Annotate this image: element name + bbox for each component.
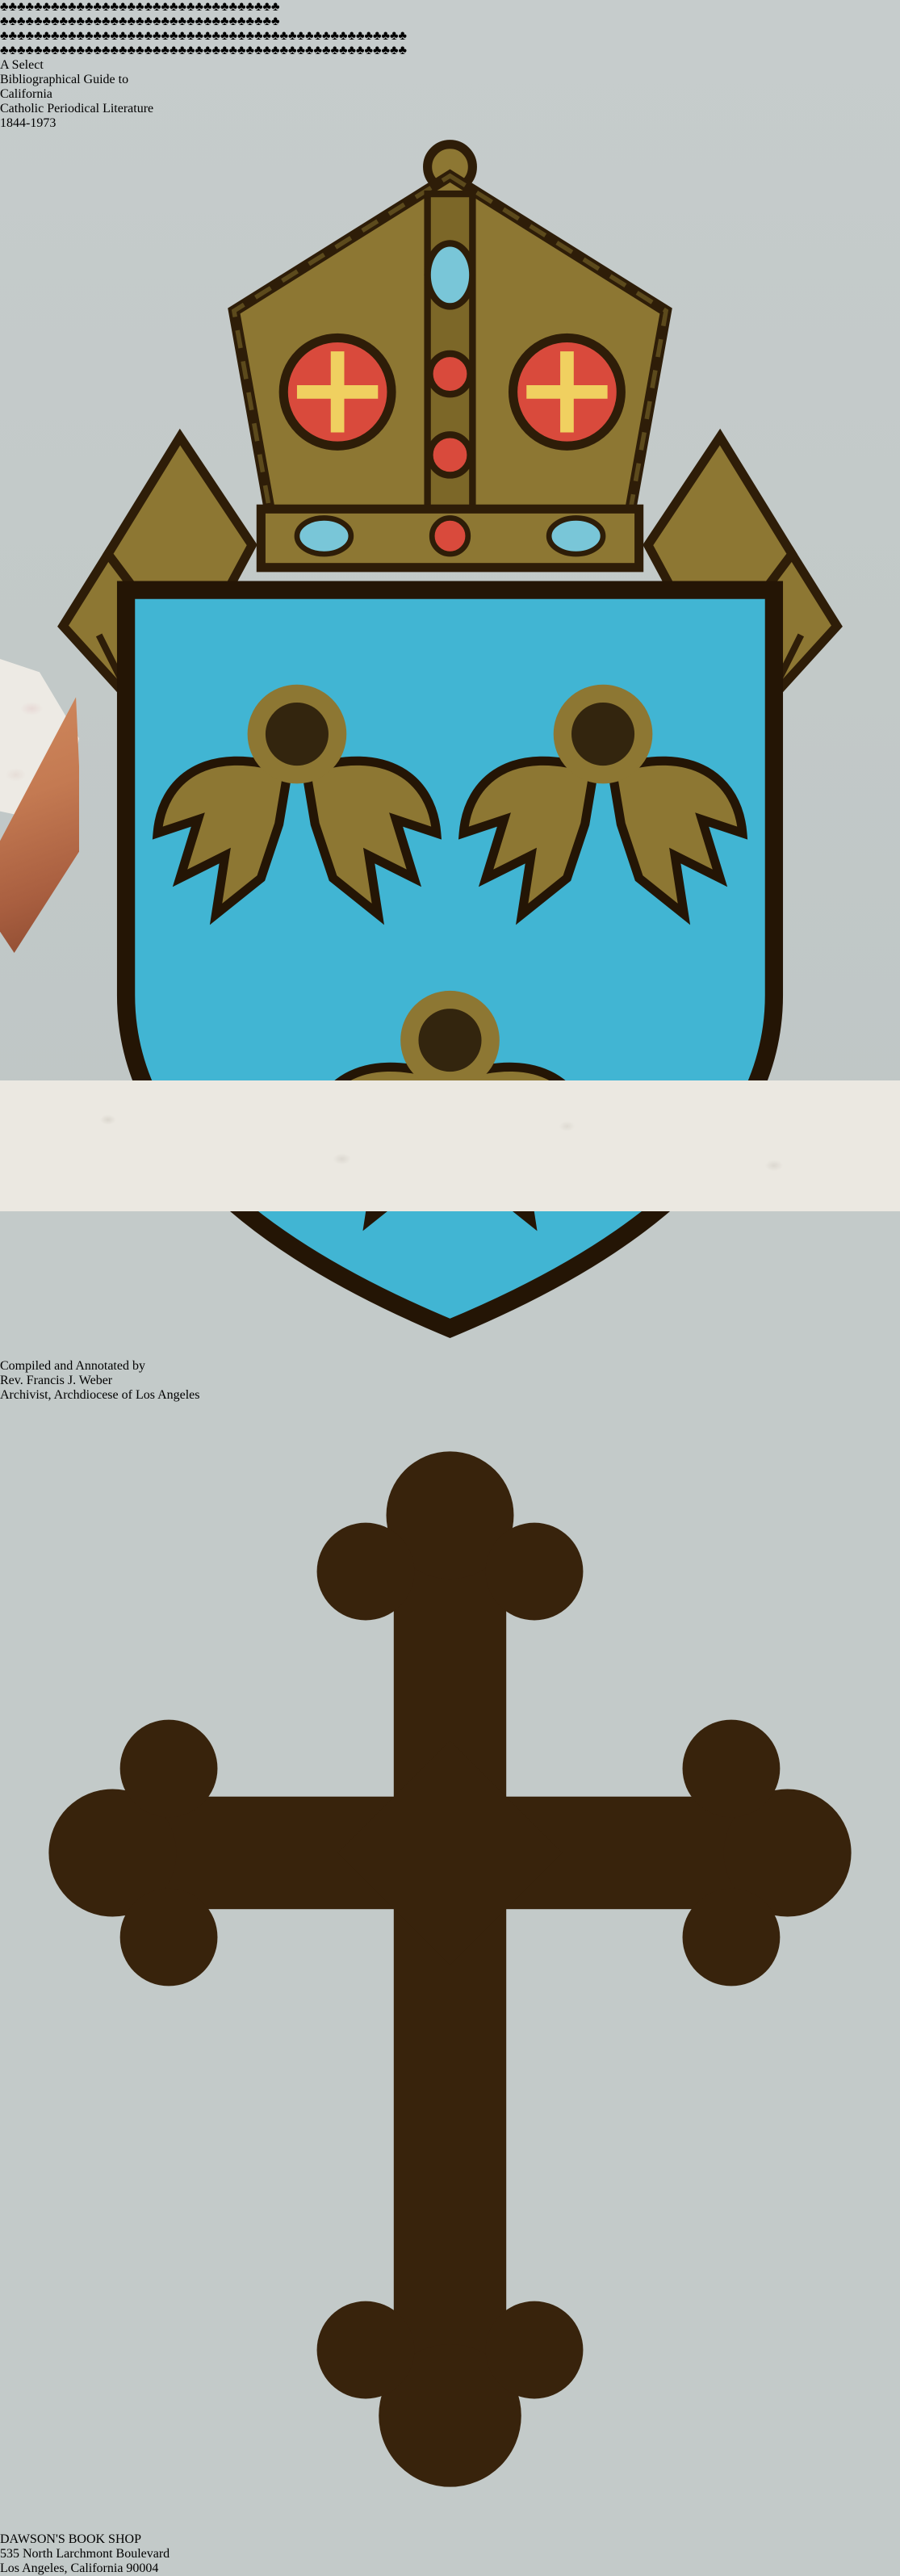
fleuron-ornament-icon: ♣: [51, 29, 60, 43]
fleuron-ornament-icon: ♣: [186, 0, 195, 14]
fleuron-ornament-icon: ♣: [93, 44, 102, 57]
fleuron-ornament-icon: ♣: [356, 29, 365, 43]
fleuron-ornament-icon: ♣: [34, 29, 43, 43]
fleuron-ornament-icon: ♣: [102, 44, 111, 57]
fleuron-ornament-icon: ♣: [262, 15, 271, 28]
compiled-by-line: Compiled and Annotated by: [0, 1359, 145, 1374]
border-top-fleuron-row: [0, 0, 900, 15]
fleuron-ornament-icon: ♣: [8, 0, 17, 14]
fleuron-ornament-icon: ♣: [68, 15, 77, 28]
fleuron-ornament-icon: ♣: [178, 15, 186, 28]
fleuron-ornament-icon: ♣: [220, 0, 229, 14]
fleuron-ornament-icon: ♣: [153, 44, 161, 57]
fleuron-ornament-icon: ♣: [373, 29, 382, 43]
fleuron-ornament-icon: ♣: [237, 29, 246, 43]
fleuron-ornament-icon: ♣: [296, 29, 305, 43]
title-line-3: California: [0, 87, 52, 101]
fleuron-ornament-icon: ♣: [203, 0, 212, 14]
fleuron-ornament-icon: ♣: [305, 29, 314, 43]
fleuron-ornament-icon: ♣: [339, 44, 348, 57]
fleuron-ornament-icon: ♣: [381, 29, 390, 43]
title-date-range: 1844-1973: [0, 116, 57, 130]
fleuron-ornament-icon: ♣: [254, 29, 263, 43]
fleuron-ornament-icon: ♣: [102, 0, 111, 14]
fleuron-ornament-icon: ♣: [34, 44, 43, 57]
fleuron-ornament-icon: ♣: [42, 15, 51, 28]
fleuron-ornament-icon: ♣: [245, 15, 254, 28]
fleuron-ornament-icon: ♣: [59, 29, 68, 43]
fleuron-ornament-icon: ♣: [178, 0, 186, 14]
fleuron-ornament-icon: ♣: [110, 0, 119, 14]
fleuron-ornament-icon: ♣: [195, 0, 203, 14]
publisher-address-street: 535 North Larchmont Boulevard: [0, 2547, 170, 2561]
fleuron-ornament-icon: ♣: [390, 44, 399, 57]
fleuron-ornament-icon: ♣: [296, 44, 305, 57]
bookend-felt-base-left: [0, 854, 76, 1125]
fleuron-ornament-icon: ♣: [254, 44, 263, 57]
fleuron-ornament-icon: ♣: [51, 44, 60, 57]
fleuron-ornament-icon: ♣: [136, 44, 144, 57]
fleuron-ornament-icon: ♣: [8, 15, 17, 28]
ornamental-border: [0, 0, 900, 58]
fleuron-ornament-icon: ♣: [195, 44, 203, 57]
fleuron-ornament-icon: ♣: [119, 44, 128, 57]
fleuron-ornament-icon: ♣: [119, 29, 128, 43]
fleuron-ornament-icon: ♣: [25, 0, 34, 14]
fleuron-ornament-icon: ♣: [279, 29, 288, 43]
fleuron-ornament-icon: ♣: [254, 15, 263, 28]
fleuron-ornament-icon: ♣: [330, 29, 339, 43]
fleuron-ornament-icon: ♣: [245, 29, 254, 43]
fleuron-ornament-icon: ♣: [25, 15, 34, 28]
fleuron-ornament-icon: ♣: [322, 29, 331, 43]
fleuron-ornament-icon: ♣: [398, 29, 407, 43]
fleuron-ornament-icon: ♣: [262, 44, 271, 57]
fleuron-ornament-icon: ♣: [85, 15, 94, 28]
fleuron-ornament-icon: ♣: [68, 44, 77, 57]
fleuron-ornament-icon: ♣: [347, 29, 356, 43]
fleuron-ornament-icon: ♣: [398, 44, 407, 57]
fleuron-ornament-icon: ♣: [211, 15, 220, 28]
fleuron-ornament-icon: ♣: [220, 44, 229, 57]
author-name: Rev. Francis J. Weber: [0, 1374, 113, 1388]
fleuron-ornament-icon: ♣: [288, 29, 297, 43]
fleuron-ornament-icon: ♣: [110, 15, 119, 28]
fleuron-ornament-icon: ♣: [245, 0, 254, 14]
fleuron-ornament-icon: ♣: [211, 29, 220, 43]
fleuron-ornament-icon: ♣: [51, 15, 60, 28]
fleuron-ornament-icon: ♣: [313, 29, 322, 43]
fleuron-ornament-icon: ♣: [153, 15, 161, 28]
fleuron-ornament-icon: ♣: [144, 44, 153, 57]
fleuron-ornament-icon: ♣: [170, 0, 178, 14]
fleuron-ornament-icon: ♣: [203, 29, 212, 43]
fleuron-ornament-icon: ♣: [17, 15, 26, 28]
fleuron-ornament-icon: ♣: [0, 29, 9, 43]
fleuron-ornament-icon: ♣: [93, 15, 102, 28]
fleuron-ornament-icon: ♣: [330, 44, 339, 57]
fleuron-ornament-icon: ♣: [17, 0, 26, 14]
fleuron-ornament-icon: ♣: [228, 29, 237, 43]
fleuron-ornament-icon: ♣: [203, 15, 212, 28]
fleuron-ornament-icon: ♣: [0, 15, 9, 28]
fleuron-ornament-icon: ♣: [68, 0, 77, 14]
fleuron-ornament-icon: ♣: [59, 44, 68, 57]
cross-icon: [0, 1403, 900, 2528]
fleuron-ornament-icon: ♣: [203, 44, 212, 57]
fleuron-ornament-icon: ♣: [364, 29, 373, 43]
fleuron-ornament-icon: ♣: [186, 15, 195, 28]
fleuron-ornament-icon: ♣: [153, 29, 161, 43]
fleuron-ornament-icon: ♣: [161, 44, 170, 57]
fleuron-ornament-icon: ♣: [127, 15, 136, 28]
fleuron-ornament-icon: ♣: [178, 44, 186, 57]
border-right-fleuron-column: [0, 44, 900, 58]
fleuron-ornament-icon: ♣: [8, 44, 17, 57]
fleuron-ornament-icon: ♣: [34, 0, 43, 14]
fleuron-ornament-icon: ♣: [42, 29, 51, 43]
fleuron-ornament-icon: ♣: [68, 29, 77, 43]
fleuron-ornament-icon: ♣: [322, 44, 331, 57]
publisher-address-city: Los Angeles, California 90004: [0, 2561, 159, 2576]
fleuron-ornament-icon: ♣: [144, 15, 153, 28]
fleuron-ornament-icon: ♣: [119, 15, 128, 28]
fleuron-ornament-icon: ♣: [381, 44, 390, 57]
fleuron-ornament-icon: ♣: [42, 0, 51, 14]
fleuron-ornament-icon: ♣: [237, 44, 246, 57]
fleuron-ornament-icon: ♣: [0, 44, 9, 57]
fleuron-ornament-icon: ♣: [339, 29, 348, 43]
fleuron-ornament-icon: ♣: [170, 15, 178, 28]
fleuron-ornament-icon: ♣: [170, 44, 178, 57]
fleuron-ornament-icon: ♣: [136, 15, 144, 28]
fleuron-ornament-icon: ♣: [93, 29, 102, 43]
fleuron-ornament-icon: ♣: [144, 0, 153, 14]
fleuron-ornament-icon: ♣: [254, 0, 263, 14]
title-line-1: A Select: [0, 58, 44, 72]
fleuron-ornament-icon: ♣: [110, 29, 119, 43]
fleuron-ornament-icon: ♣: [76, 15, 85, 28]
fleuron-ornament-icon: ♣: [25, 44, 34, 57]
fleuron-ornament-icon: ♣: [220, 15, 229, 28]
fleuron-ornament-icon: ♣: [237, 0, 246, 14]
fleuron-ornament-icon: ♣: [271, 29, 280, 43]
fleuron-ornament-icon: ♣: [102, 15, 111, 28]
fleuron-ornament-icon: ♣: [161, 15, 170, 28]
fleuron-ornament-icon: ♣: [34, 15, 43, 28]
fleuron-ornament-icon: ♣: [110, 44, 119, 57]
fleuron-ornament-icon: ♣: [262, 0, 271, 14]
fleuron-ornament-icon: ♣: [170, 29, 178, 43]
fleuron-ornament-icon: ♣: [364, 44, 373, 57]
fleuron-ornament-icon: ♣: [313, 44, 322, 57]
fleuron-ornament-icon: ♣: [237, 15, 246, 28]
fleuron-ornament-icon: ♣: [153, 0, 161, 14]
fleuron-ornament-icon: ♣: [25, 29, 34, 43]
fleuron-ornament-icon: ♣: [127, 44, 136, 57]
fleuron-ornament-icon: ♣: [51, 0, 60, 14]
title-line-2: Bibliographical Guide to: [0, 73, 129, 86]
fleuron-ornament-icon: ♣: [136, 29, 144, 43]
author-title: Archivist, Archdiocese of Los Angeles: [0, 1388, 200, 1403]
fleuron-ornament-icon: ♣: [271, 0, 280, 14]
title-line-4: Catholic Periodical Literature: [0, 102, 154, 115]
fleuron-ornament-icon: ♣: [144, 29, 153, 43]
fleuron-ornament-icon: ♣: [119, 0, 128, 14]
fleuron-ornament-icon: ♣: [220, 29, 229, 43]
fleuron-ornament-icon: ♣: [59, 15, 68, 28]
fleuron-ornament-icon: ♣: [102, 29, 111, 43]
fleuron-ornament-icon: ♣: [245, 44, 254, 57]
fleuron-ornament-icon: ♣: [76, 29, 85, 43]
carpet: [0, 1080, 900, 1211]
fleuron-ornament-icon: ♣: [59, 0, 68, 14]
fleuron-ornament-icon: ♣: [288, 44, 297, 57]
publisher-name: DAWSON'S BOOK SHOP: [0, 2532, 141, 2547]
fleuron-ornament-icon: ♣: [211, 0, 220, 14]
fleuron-ornament-icon: ♣: [271, 44, 280, 57]
fleuron-ornament-icon: ♣: [85, 0, 94, 14]
border-left-fleuron-column: [0, 29, 900, 44]
fleuron-ornament-icon: ♣: [347, 44, 356, 57]
fleuron-ornament-icon: ♣: [127, 0, 136, 14]
fleuron-ornament-icon: ♣: [76, 0, 85, 14]
fleuron-ornament-icon: ♣: [8, 29, 17, 43]
fleuron-ornament-icon: ♣: [228, 15, 237, 28]
fleuron-ornament-icon: ♣: [186, 29, 195, 43]
border-bottom-fleuron-row: [0, 15, 900, 29]
fleuron-ornament-icon: ♣: [85, 44, 94, 57]
fleuron-ornament-icon: ♣: [195, 15, 203, 28]
fleuron-ornament-icon: ♣: [195, 29, 203, 43]
fleuron-ornament-icon: ♣: [262, 29, 271, 43]
fleuron-ornament-icon: ♣: [186, 44, 195, 57]
fleuron-ornament-icon: ♣: [390, 29, 399, 43]
fleuron-ornament-icon: ♣: [161, 29, 170, 43]
fleuron-ornament-icon: ♣: [17, 29, 26, 43]
fleuron-ornament-icon: ♣: [373, 44, 382, 57]
fleuron-ornament-icon: ♣: [76, 44, 85, 57]
fleuron-ornament-icon: ♣: [228, 0, 237, 14]
fleuron-ornament-icon: ♣: [17, 44, 26, 57]
fleuron-ornament-icon: ♣: [271, 15, 280, 28]
fleuron-ornament-icon: ♣: [305, 44, 314, 57]
fleuron-ornament-icon: ♣: [178, 29, 186, 43]
fleuron-ornament-icon: ♣: [279, 44, 288, 57]
fleuron-ornament-icon: ♣: [136, 0, 144, 14]
fleuron-ornament-icon: ♣: [0, 0, 9, 14]
fleuron-ornament-icon: ♣: [228, 44, 237, 57]
fleuron-ornament-icon: ♣: [85, 29, 94, 43]
fleuron-ornament-icon: ♣: [356, 44, 365, 57]
fleuron-ornament-icon: ♣: [211, 44, 220, 57]
fleuron-ornament-icon: ♣: [93, 0, 102, 14]
fleuron-ornament-icon: ♣: [127, 29, 136, 43]
fleuron-ornament-icon: ♣: [161, 0, 170, 14]
fleuron-ornament-icon: ♣: [42, 44, 51, 57]
